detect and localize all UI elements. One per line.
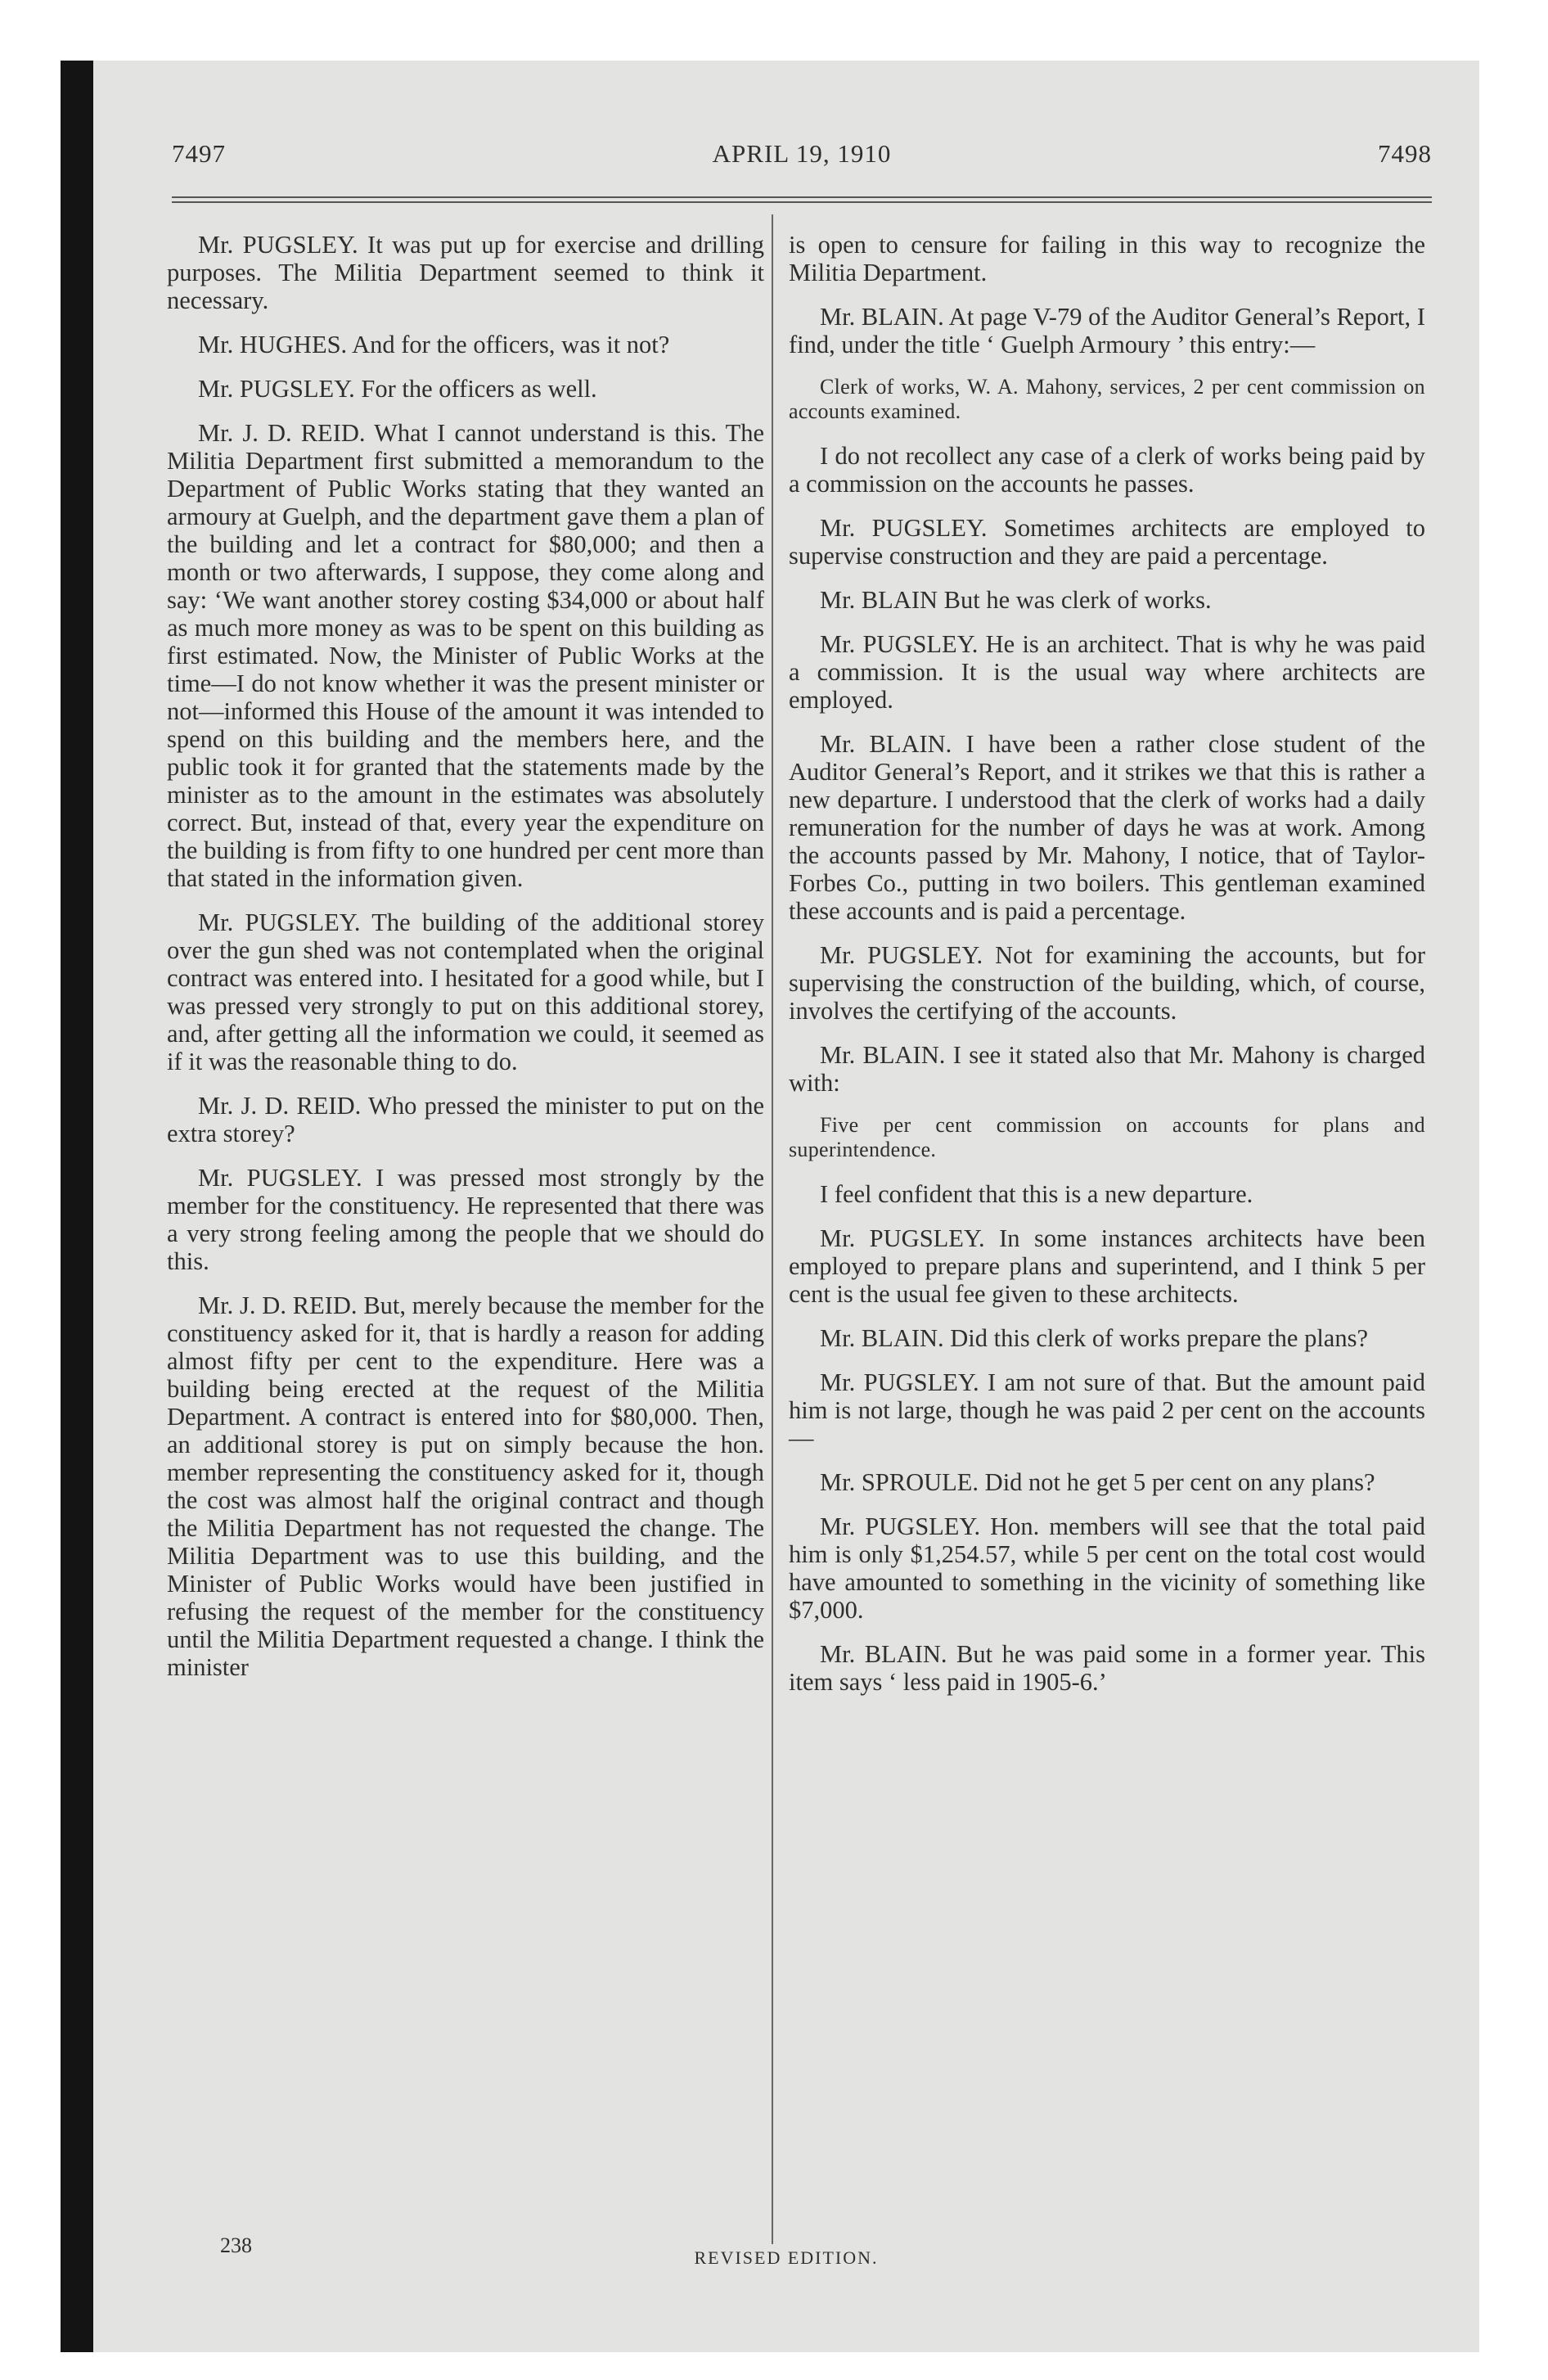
header-rule [172, 196, 1432, 198]
speech-paragraph: Mr. BLAIN But he was clerk of works. [820, 586, 1212, 614]
page-number-left: 7497 [172, 139, 226, 168]
left-column [167, 231, 764, 1697]
quoted-entry: Five per cent commission on accounts for plans and superintendence. [789, 1113, 1425, 1161]
speech-paragraph: Mr. PUGSLEY. He is an architect. That is why he was paid a commission. It is the usual way where architects are employed. [789, 630, 1425, 714]
signature-mark: 238 [220, 2234, 252, 2257]
speech-paragraph: Mr. PUGSLEY. In some instances architects have been employed to prepare plans and superintend, and I think 5 per cent is the usual fee given to these architects. [789, 1224, 1425, 1308]
speech-paragraph: Mr. BLAIN. At page V-79 of the Auditor General’s Report, I find, under the title ‘ Guelph Armoury ’ this entry:— [789, 303, 1425, 358]
speech-paragraph: Mr. PUGSLEY. The building of the additional storey over the gun shed was not contemplated when the original contract was entered into. I hesitated for a good while, but I was pressed very strongly to put on this additional storey, and, after getting all the information we could, it seemed as if it was the reasonable thing to do. [167, 908, 764, 1075]
quoted-entry: Clerk of works, W. A. Mahony, services, 2 per cent commission on accounts examined. [789, 375, 1425, 423]
page-header [172, 139, 1432, 172]
speech-paragraph: Mr. HUGHES. And for the officers, was it not? [198, 331, 670, 358]
speech-paragraph: Mr. J. D. REID. Who pressed the minister to put on the extra storey? [167, 1092, 764, 1147]
speech-paragraph: I feel confident that this is a new departure. [820, 1180, 1253, 1208]
header-rule-double [172, 201, 1432, 203]
speech-paragraph: Mr. BLAIN. But he was paid some in a former year. This item says ‘ less paid in 1905-6.’ [789, 1640, 1425, 1696]
binding-edge [61, 61, 93, 2352]
speech-paragraph: Mr. SPROULE. Did not he get 5 per cent on any plans? [820, 1468, 1375, 1496]
speech-paragraph: Mr. PUGSLEY. I am not sure of that. But the amount paid him is not large, though he was paid 2 per cent on the accounts— [789, 1368, 1425, 1452]
speech-paragraph: Mr. BLAIN. I see it stated also that Mr. Mahony is charged with: [789, 1041, 1425, 1097]
speech-paragraph: I do not recollect any case of a clerk of works being paid by a commission on the accounts he passes. [789, 442, 1425, 498]
sitting-date: APRIL 19, 1910 [712, 139, 892, 168]
speech-paragraph: Mr. PUGSLEY. Hon. members will see that the total paid him is only $1,254.57, while 5 per cent on the total cost would have amounted to something in the vicinity of something like $7,000. [789, 1512, 1425, 1624]
edition-note: REVISED EDITION. [694, 2247, 879, 2268]
speech-paragraph: Mr. J. D. REID. But, merely because the member for the constituency asked for it, that is hardly a reason for adding almost fifty per cent to the expenditure. Here was a building being erected at the request of the Militia Department. A contract is entered into for $80,000. Then, an additional storey is put on simply because the hon. member representing the constituency asked for it, though the cost was almost half the original contract and though the Militia Department has not requested the change. The Militia Department was to use this building, and the Minister of Public Works would have been justified in refusing the request of the member for the constituency until the Militia Department requested a change. I think the minister [167, 1291, 764, 1681]
speech-paragraph: Mr. BLAIN. Did this clerk of works prepare the plans? [820, 1324, 1368, 1352]
speech-paragraph: Mr. PUGSLEY. I was pressed most strongly by the member for the constituency. He represented that there was a very strong feeling among the people that we should do this. [167, 1164, 764, 1275]
speech-paragraph: is open to censure for failing in this way to recognize the Militia Department. [789, 231, 1425, 286]
speech-paragraph: Mr. PUGSLEY. Not for examining the accounts, but for supervising the construction of the building, which, of course, involves the certifying of the accounts. [789, 941, 1425, 1025]
right-column [789, 231, 1425, 1712]
speech-paragraph: Mr. J. D. REID. What I cannot understand is this. The Militia Department first submitted a memorandum to the Department of Public Works stating that they wanted an armoury at Guelph, and the department gave them a plan of the building and let a contract for $80,000; and then a month or two afterwards, I suppose, they come along and say: ‘We want another storey costing $34,000 or about half as much more money as was to be spent on this building as first estimated. Now, the Minister of Public Works at the time—I do not know whether it was the present minister or not—informed this House of the amount it was intended to spend on this building and the members here, and the public took it for granted that the statements made by the minister as to the amount in the estimates was absolutely correct. But, instead of that, every year the expenditure on the building is from fifty to one hundred per cent more than that stated in the information given. [167, 419, 764, 892]
hansard-page [93, 61, 1479, 2352]
column-divider [772, 214, 773, 2244]
speech-paragraph: Mr. PUGSLEY. Sometimes architects are employed to supervise construction and they are paid a percentage. [789, 514, 1425, 570]
speech-paragraph: Mr. BLAIN. I have been a rather close student of the Auditor General’s Report, and it strikes we that this is rather a new departure. I understood that the clerk of works had a daily remuneration for the number of days he was at work. Among the accounts passed by Mr. Mahony, I notice, that of Taylor-Forbes Co., putting in two boilers. This gentleman examined these accounts and is paid a percentage. [789, 730, 1425, 925]
page-number-right: 7498 [1378, 139, 1432, 168]
speech-paragraph: Mr. PUGSLEY. For the officers as well. [198, 375, 597, 403]
speech-paragraph: Mr. PUGSLEY. It was put up for exercise and drilling purposes. The Militia Department seemed to think it necessary. [167, 231, 764, 314]
